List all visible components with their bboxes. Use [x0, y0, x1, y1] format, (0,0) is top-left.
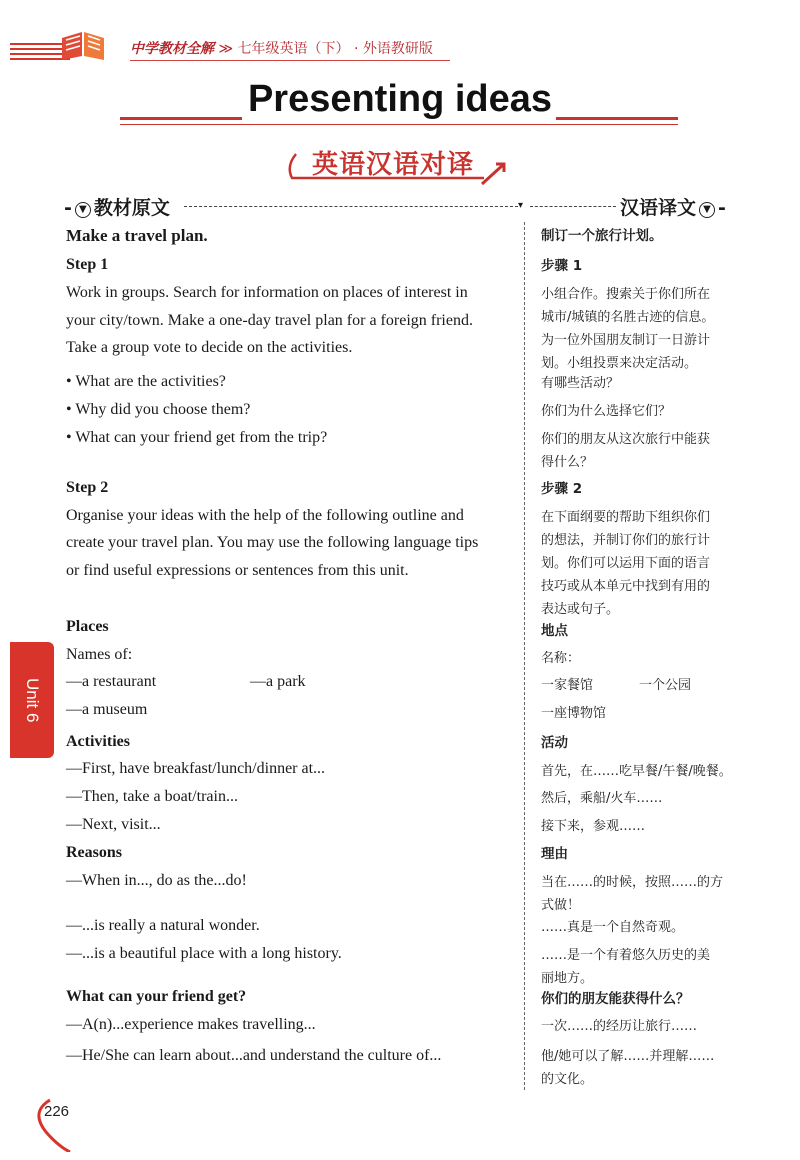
zh-reason-line: 当在……的时候，按照……的方: [541, 875, 724, 890]
en-heading: Make a travel plan.: [66, 226, 208, 245]
en-step1-line: Take a group vote to decide on the activities.: [66, 339, 353, 356]
zh-step2-line: 划。你们可以运用下面的语言: [541, 556, 711, 571]
page-title: Presenting ideas: [247, 78, 553, 120]
en-reason-line: —When in..., do as the...do!: [66, 872, 247, 889]
en-bullet: • What can your friend get from the trip?: [66, 429, 328, 446]
en-bullet: • What are the activities?: [66, 373, 226, 390]
en-step2-line: or find useful expressions or sentences from this unit.: [66, 562, 409, 579]
zh-step1-line: 小组合作。搜索关于你们所在: [541, 287, 711, 302]
zh-activity-line: 首先，在……吃早餐/午餐/晚餐。: [541, 764, 732, 779]
page-corner-swoosh: [24, 1092, 94, 1152]
zh-step1: 步骤 1: [541, 258, 583, 274]
en-step1-line: your city/town. Make a one-day travel plan for a foreign friend.: [66, 312, 473, 329]
en-activity-line: —Then, take a boat/train...: [66, 788, 238, 805]
section-translation: 汉语译文 ▼ -: [620, 197, 726, 219]
zh-heading: 制订一个旅行计划。: [541, 228, 663, 244]
en-step2: Step 2: [66, 479, 109, 496]
section-original-label: 教材原文: [93, 197, 170, 219]
down-circle-icon: ▼: [75, 202, 91, 218]
section-original: - ▼ 教材原文: [64, 197, 170, 219]
zh-question: 有哪些活动？: [541, 376, 620, 391]
zh-question: 你们为什么选择它们？: [541, 404, 672, 419]
en-park: —a park: [250, 673, 306, 690]
grade-label: 七年级英语（下）: [237, 41, 350, 57]
zh-activities: 活动: [541, 735, 568, 751]
zh-names: 名称：: [541, 651, 581, 666]
zh-reasons: 理由: [541, 846, 568, 862]
en-step2-line: create your travel plan. You may use the following language tips: [66, 534, 479, 551]
en-activity-line: —Next, visit...: [66, 816, 161, 833]
en-step1-line: Work in groups. Search for information on places of interest in: [66, 284, 468, 301]
zh-step2-line: 技巧或从本单元中找到有用的: [541, 579, 711, 594]
zh-step1-line: 为一位外国朋友制订一日游计: [541, 333, 711, 348]
en-get-line: —He/She can learn about...and understand the culture of...: [66, 1047, 442, 1064]
en-reasons: Reasons: [66, 844, 123, 861]
zh-get: 你们的朋友能获得什么？: [541, 991, 690, 1007]
zh-step2-line: 的想法，并制订你们的旅行计: [541, 533, 711, 548]
zh-museum: 一座博物馆: [541, 706, 607, 721]
divider-marker-icon: ▾: [518, 200, 524, 211]
header-arrow: ≫: [218, 41, 234, 57]
zh-reason-line: 式做！: [541, 898, 581, 913]
section-divider-right: [530, 206, 616, 207]
book-logo-icon: [58, 28, 108, 62]
section-translation-label: 汉语译文: [620, 197, 697, 219]
zh-step2-line: 在下面纲要的帮助下组织你们: [541, 510, 711, 525]
header-rule: [130, 60, 450, 61]
zh-question: 得什么？: [541, 455, 594, 470]
en-restaurant: —a restaurant: [66, 673, 157, 690]
zh-get-line: 他/她可以了解……并理解……: [541, 1049, 715, 1064]
en-get: What can your friend get?: [66, 988, 247, 1005]
zh-get-line: 的文化。: [541, 1072, 594, 1087]
running-header: [130, 38, 433, 58]
zh-restaurant: 一家餐馆: [541, 678, 594, 693]
en-reason-line: —...is really a natural wonder.: [66, 917, 260, 934]
en-get-line: —A(n)...experience makes travelling...: [66, 1016, 316, 1033]
zh-step1-line: 划。小组投票来决定活动。: [541, 356, 698, 371]
title-underline: [120, 124, 678, 125]
en-step2-line: Organise your ideas with the help of the following outline and: [66, 507, 464, 524]
zh-step2-line: 表达或句子。: [541, 602, 620, 617]
zh-activity-line: 接下来，参观……: [541, 819, 646, 834]
column-divider: [524, 222, 525, 1090]
en-reason-line: —...is a beautiful place with a long history.: [66, 945, 342, 962]
page-number: 226: [44, 1103, 70, 1120]
en-step1: Step 1: [66, 256, 109, 273]
down-circle-icon: ▼: [699, 202, 715, 218]
en-museum: —a museum: [66, 701, 148, 718]
zh-activity-line: 然后，乘船/火车……: [541, 791, 663, 806]
edition-label: · 外语教研版: [354, 41, 433, 57]
zh-park: 一个公园: [639, 678, 692, 693]
zh-reason-line: 丽地方。: [541, 971, 594, 986]
zh-step1-line: 城市/城镇的名胜古迹的信息。: [541, 310, 715, 325]
en-activities: Activities: [66, 733, 130, 750]
book-title: 中学教材全解: [130, 41, 214, 57]
en-places: Places: [66, 618, 109, 635]
en-names-of: Names of:: [66, 646, 133, 663]
zh-reason-line: ……真是一个自然奇观。: [541, 920, 685, 935]
en-bullet: • Why did you choose them?: [66, 401, 251, 418]
title-rule-right: [556, 117, 678, 120]
zh-step2: 步骤 2: [541, 481, 583, 497]
section-divider: [184, 206, 518, 207]
zh-question: 你们的朋友从这次旅行中能获: [541, 432, 711, 447]
zh-reason-line: ……是一个有着悠久历史的美: [541, 948, 711, 963]
zh-get-line: 一次……的经历让旅行……: [541, 1019, 698, 1034]
en-activity-line: —First, have breakfast/lunch/dinner at...: [66, 760, 326, 777]
zh-places: 地点: [541, 623, 568, 639]
unit-tab-label: Unit 6: [23, 677, 42, 723]
section-subtitle: 英语汉语对译: [312, 150, 475, 180]
